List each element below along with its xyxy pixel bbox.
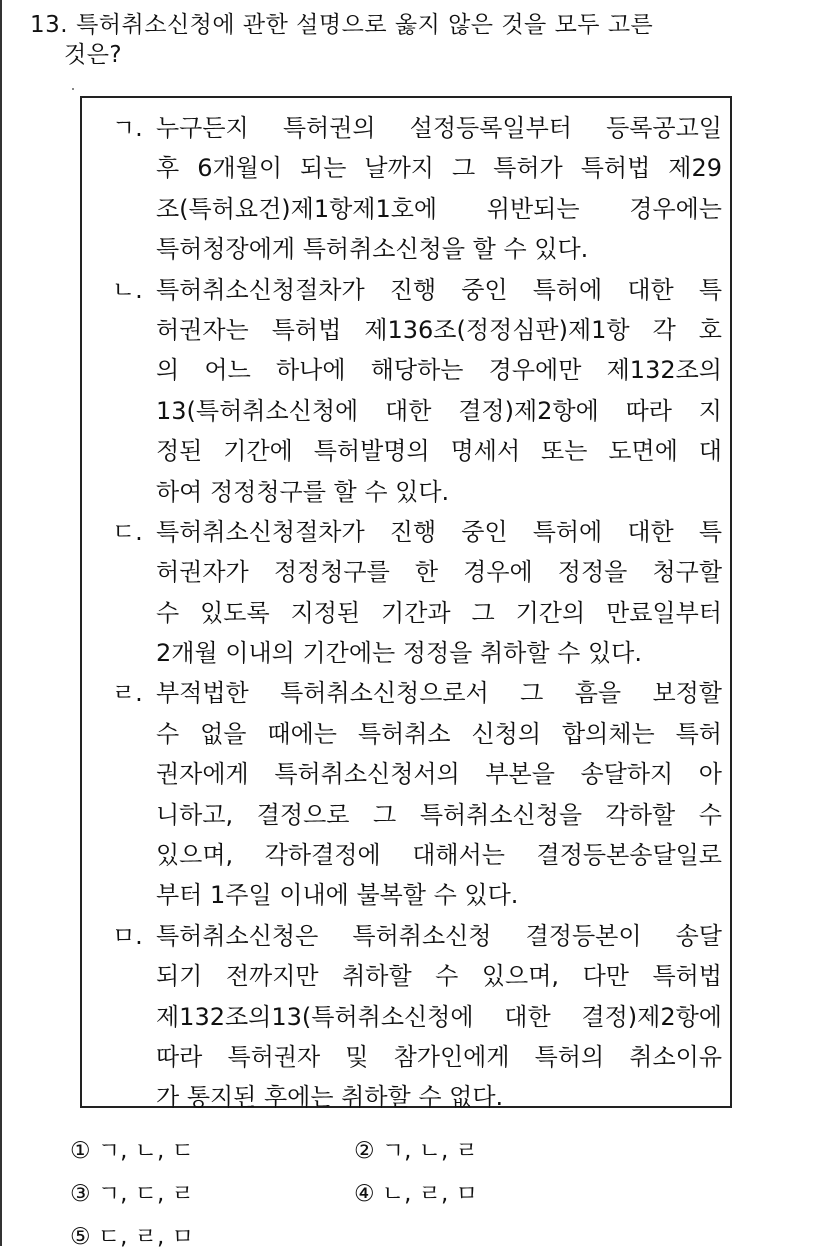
- statement-line: 누구든지 특허권의 설정등록일부터 등록공고일: [156, 114, 722, 142]
- statement-line: 부터 1주일 이내에 불복할 수 있다.: [156, 881, 519, 910]
- statement-line: 의 어느 하나에 해당하는 경우에만 제132조의: [156, 356, 722, 385]
- statement-line: 있으며, 각하결정에 대해서는 결정등본송달일로: [156, 841, 722, 870]
- question: [30, 10, 790, 70]
- statement-item: [112, 916, 722, 1118]
- statements-box: [80, 96, 732, 1112]
- statement-line: 하여 정정청구를 할 수 있다.: [156, 477, 450, 506]
- statement-marker: ㄴ.: [112, 275, 143, 304]
- statement-line: 특허취소신청은 특허취소신청 결정등본이 송달: [156, 921, 722, 950]
- statement-marker: ㅁ.: [112, 921, 143, 950]
- statement-line: 13(특허취소신청에 대한 결정)제2항에 따라 지: [156, 396, 722, 425]
- statement-line: 가 통지된 후에는 취하할 수 없다.: [156, 1083, 504, 1112]
- statement-item: [112, 512, 722, 674]
- question-text-line-2: 것은?: [64, 42, 123, 68]
- statement-line: 따라 특허권자 및 참가인에게 특허의 취소이유: [156, 1042, 722, 1071]
- question-number: 13.: [30, 12, 69, 38]
- statement-list: [112, 108, 722, 1118]
- statement-line: 제132조의13(특허취소신청에 대한 결정)제2항에: [156, 1002, 722, 1031]
- stray-dot: [72, 88, 74, 90]
- statement-line: 조(특허요건)제1항제1호에 위반되는 경우에는: [156, 194, 722, 223]
- answer-choice[interactable]: ① ㄱ, ㄴ, ㄷ: [70, 1138, 194, 1164]
- statement-line: 허권자가 정정청구를 한 경우에 정정을 청구할: [156, 558, 722, 587]
- statement-line: 수 없을 때에는 특허취소 신청의 합의체는 특허: [156, 719, 722, 748]
- statement-line: 후 6개월이 되는 날까지 그 특허가 특허법 제29: [156, 154, 722, 183]
- statement-item: [112, 673, 722, 915]
- statement-line: 권자에게 특허취소신청서의 부본을 송달하지 아: [156, 760, 722, 789]
- statement-marker: ㄹ.: [112, 679, 143, 708]
- statement-line: 부적법한 특허취소신청으로서 그 흠을 보정할: [156, 679, 722, 708]
- statement-line: 정된 기간에 특허발명의 명세서 또는 도면에 대: [156, 437, 722, 466]
- statement-item: [112, 108, 722, 270]
- statement-line: 수 있도록 지정된 기간과 그 기간의 만료일부터: [156, 598, 722, 627]
- answer-choice[interactable]: ④ ㄴ, ㄹ, ㅁ: [354, 1181, 478, 1207]
- statement-line: 특허취소신청절차가 진행 중인 특허에 대한 특: [156, 275, 722, 304]
- left-margin-rule: [0, 0, 2, 1246]
- statement-marker: ㄷ.: [112, 517, 143, 546]
- statement-line: 니하고, 결정으로 그 특허취소신청을 각하할 수: [156, 800, 722, 829]
- statement-line: 2개월 이내의 기간에는 정정을 취하할 수 있다.: [156, 639, 642, 668]
- answer-choice[interactable]: ② ㄱ, ㄴ, ㄹ: [354, 1138, 478, 1164]
- statement-marker: ㄱ.: [112, 114, 143, 142]
- statement-line: 특허청장에게 특허취소신청을 할 수 있다.: [156, 235, 589, 264]
- question-text-line-1: 특허취소신청에 관한 설명으로 옳지 않은 것을 모두 고른: [76, 12, 654, 38]
- answer-choice[interactable]: ③ ㄱ, ㄷ, ㄹ: [70, 1181, 194, 1207]
- statement-item: [112, 270, 722, 512]
- statement-line: 되기 전까지만 취하할 수 있으며, 다만 특허법: [156, 962, 722, 991]
- answer-choice[interactable]: ⑤ ㄷ, ㄹ, ㅁ: [70, 1224, 194, 1250]
- question-line-1: [30, 10, 790, 40]
- statement-line: 특허취소신청절차가 진행 중인 특허에 대한 특: [156, 517, 722, 546]
- statement-line: 허권자는 특허법 제136조(정정심판)제1항 각 호: [156, 315, 722, 344]
